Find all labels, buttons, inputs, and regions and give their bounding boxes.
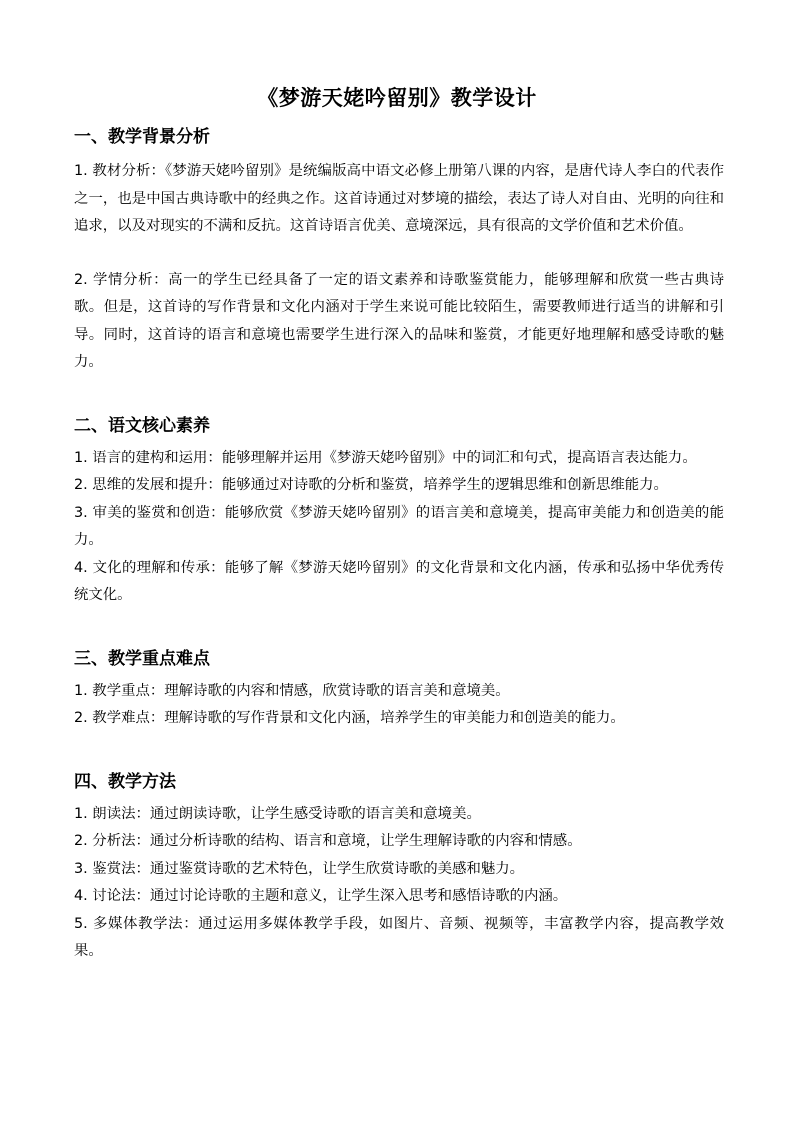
section-heading-methods: 四、教学方法 — [74, 771, 176, 792]
list-item: 4. 讨论法：通过讨论诗歌的主题和意义，让学生深入思考和感悟诗歌的内涵。 — [74, 888, 568, 904]
section-heading-core-literacy: 二、语文核心素养 — [74, 415, 210, 436]
list-item: 1. 朗读法：通过朗读诗歌，让学生感受诗歌的语言美和意境美。 — [74, 805, 481, 822]
list-item: 2. 思维的发展和提升：能够通过对诗歌的分析和鉴赏，培养学生的逻辑思维和创新思维能力。 — [74, 477, 668, 493]
list-item: 1. 教学重点：理解诗歌的内容和情感，欣赏诗歌的语言美和意境美。 — [74, 682, 510, 699]
paragraph-textbook-analysis: 1. 教材分析：《梦游天姥吟留别》是统编版高中语文必修上册第八课的内容，是唐代诗人李白的代表作之一，也是中国古典诗歌中的经典之作。这首诗通过对梦境的描绘，表达了诗人对自由、光明的向往和追求，以及对现实的不满和反抗。这首诗语言优美、意境深远，具有很高的文学价值和艺术价值。 — [74, 163, 724, 234]
list-item: 3. 审美的鉴赏和创造：能够欣赏《梦游天姥吟留别》的语言美和意境美，提高审美能力和创造美的能力。 — [74, 504, 724, 548]
list-item: 1. 语言的建构和运用：能够理解并运用《梦游天姥吟留别》中的词汇和句式，提高语言表达能力。 — [74, 449, 697, 466]
list-item: 4. 文化的理解和传承：能够了解《梦游天姥吟留别》的文化背景和文化内涵，传承和弘扬中华优秀传统文化。 — [74, 559, 724, 603]
paragraph-student-analysis: 2. 学情分析：高一的学生已经具备了一定的语文素养和诗歌鉴赏能力，能够理解和欣赏一些古典诗歌。但是，这首诗的写作背景和文化内涵对于学生来说可能比较陌生，需要教师进行适当的讲解和引导。同时，这首诗的语言和意境也需要学生进行深入的品味和鉴赏，才能更好地理解和感受诗歌的魅力。 — [74, 271, 724, 370]
document-title: 《梦游天姥吟留别》教学设计 — [257, 86, 537, 110]
list-item: 2. 教学难点：理解诗歌的写作背景和文化内涵，培养学生的审美能力和创造美的能力。 — [74, 710, 625, 726]
section-heading-background: 一、教学背景分析 — [74, 127, 210, 147]
document-body — [74, 124, 724, 966]
list-item: 5. 多媒体教学法：通过运用多媒体教学手段，如图片、音频、视频等，丰富教学内容，提高教学效果。 — [74, 915, 724, 959]
list-item: 2. 分析法：通过分析诗歌的结构、语言和意境，让学生理解诗歌的内容和情感。 — [74, 833, 582, 849]
section-heading-key-points: 三、教学重点难点 — [74, 648, 210, 669]
list-item: 3. 鉴赏法：通过鉴赏诗歌的艺术特色，让学生欣赏诗歌的美感和魅力。 — [74, 860, 525, 877]
